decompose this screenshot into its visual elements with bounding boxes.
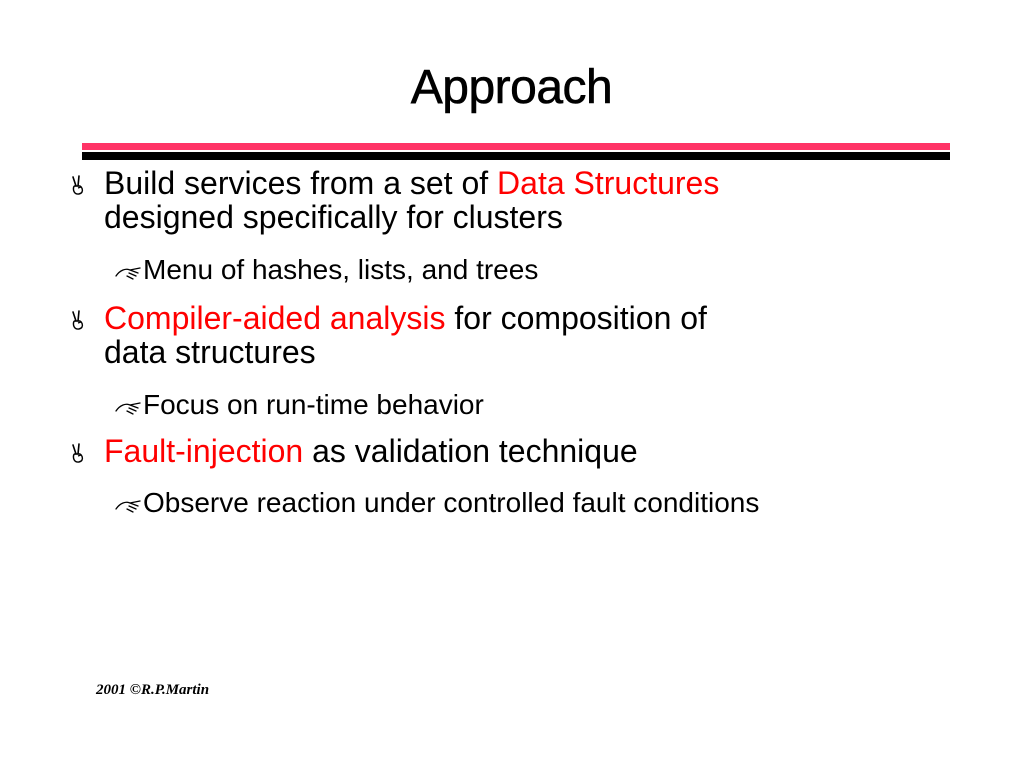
bullet-1-line-1 <box>104 166 924 200</box>
hand-pointing-icon <box>114 495 144 515</box>
bullet-1-text: Build services from a set of <box>104 165 498 201</box>
bullet-1-subitem: Menu of hashes, lists, and trees <box>143 254 539 285</box>
bullet-2-text: for composition of <box>445 300 707 336</box>
bullet-1-highlight: Data Structures <box>497 165 720 201</box>
bullet-1-line-2: designed specifically for clusters <box>104 199 563 235</box>
hand-pointing-icon <box>114 397 144 417</box>
bullet-2-line-1 <box>104 301 924 335</box>
bullet-2-line-2: data structures <box>104 334 316 370</box>
bullet-2-subitem: Focus on run-time behavior <box>143 389 484 420</box>
bullet-3-highlight: Fault-injection <box>104 433 304 469</box>
hand-pointing-icon <box>114 262 144 282</box>
slide-title: Approach <box>410 61 613 114</box>
victory-hand-icon <box>66 308 90 332</box>
victory-hand-icon <box>66 441 90 465</box>
footer-copyright: 2001 ©R.P.Martin <box>96 682 210 698</box>
bullet-2-highlight: Compiler-aided analysis <box>104 300 446 336</box>
bullet-3-line-1 <box>104 434 924 468</box>
bullet-3-subitem: Observe reaction under controlled fault conditions <box>143 487 760 518</box>
victory-hand-icon <box>66 173 90 197</box>
bullet-3-text: as validation technique <box>303 433 638 469</box>
